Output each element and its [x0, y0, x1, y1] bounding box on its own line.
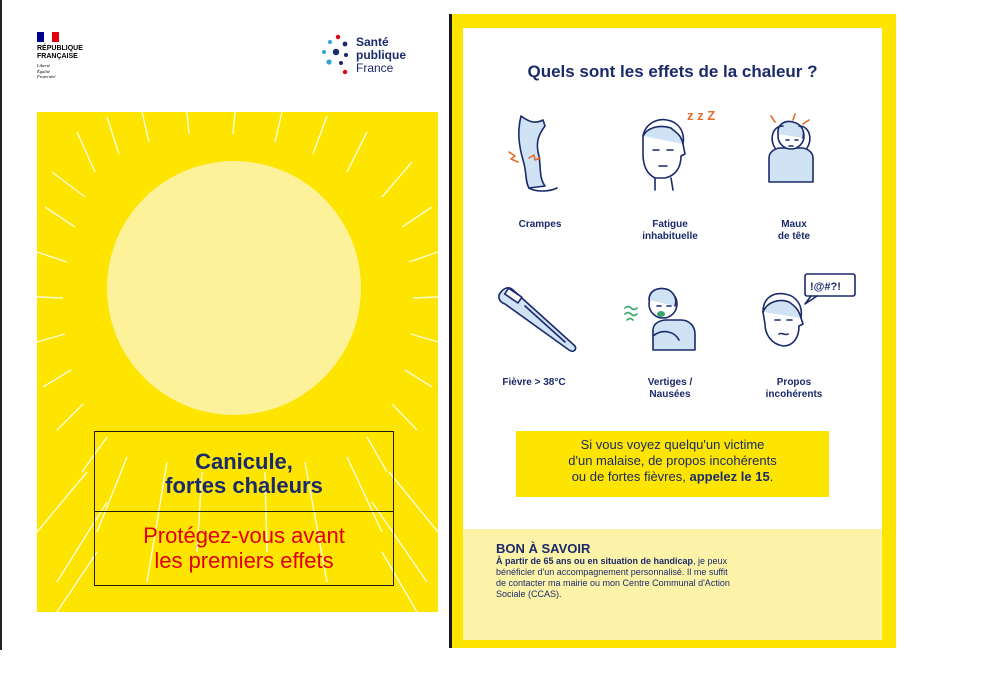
effect-label-fever: Fièvre > 38°C [502, 377, 566, 388]
confused-speech-icon [753, 272, 863, 357]
bon-a-savoir-box [463, 529, 882, 640]
svg-text:!@#?!: !@#?! [810, 281, 841, 293]
thermometer-icon [495, 282, 575, 367]
headache-icon [755, 108, 835, 193]
republique-motto: Liberté Égalité Fraternité [37, 63, 56, 79]
page-fold-line [449, 14, 452, 648]
bon-a-savoir-title: BON À SAVOIR [496, 541, 591, 556]
alert-line-3: ou de fortes fièvres, appelez le 15. [571, 469, 774, 484]
leaflet-cover [2, 14, 448, 654]
effect-label-cramps: Crampes [518, 219, 562, 230]
sante-publique-text: Santé publique France [356, 35, 406, 75]
effect-label-fatigue: Fatigue inhabituelle [642, 219, 698, 242]
effect-label-vertigo: Vertiges / Nausées [647, 377, 693, 400]
effects-page [449, 14, 896, 648]
republique-francaise-logo [37, 32, 127, 80]
leaflet-subtitle: Protégez-vous avant les premiers effets [143, 523, 345, 573]
tired-face-icon [631, 108, 716, 193]
sante-publique-dots-icon [317, 32, 355, 82]
dizzy-person-icon [623, 278, 703, 363]
call-15-alert: Si vous voyez quelqu'un victime d'un malaise, de propos incohérents ou de fortes fièvres, appelez le 15. [516, 431, 829, 497]
french-flag-icon [37, 32, 59, 42]
effects-title: Quels sont les effets de la chaleur ? [527, 62, 818, 81]
leaflet-title-box [94, 431, 394, 586]
leaflet-title: Canicule, fortes chaleurs [95, 432, 393, 512]
republique-name: RÉPUBLIQUE FRANÇAISE [37, 45, 83, 60]
svg-text:z z Z: z z Z [687, 108, 716, 123]
effects-content [463, 28, 882, 640]
cramp-leg-icon [499, 112, 579, 197]
bon-a-savoir-text: À partir de 65 ans ou en situation de handicap, je peux bénéficier d'un accompagnement personnalisé. Il me suffit de contacter ma mairie ou mon Centre Communal d'Action Sociale (CCAS). [496, 556, 730, 599]
sante-publique-france-logo [317, 32, 427, 92]
effect-label-incoherent: Propos incohérents [765, 377, 823, 400]
effect-label-headache: Maux de tête [777, 219, 811, 242]
